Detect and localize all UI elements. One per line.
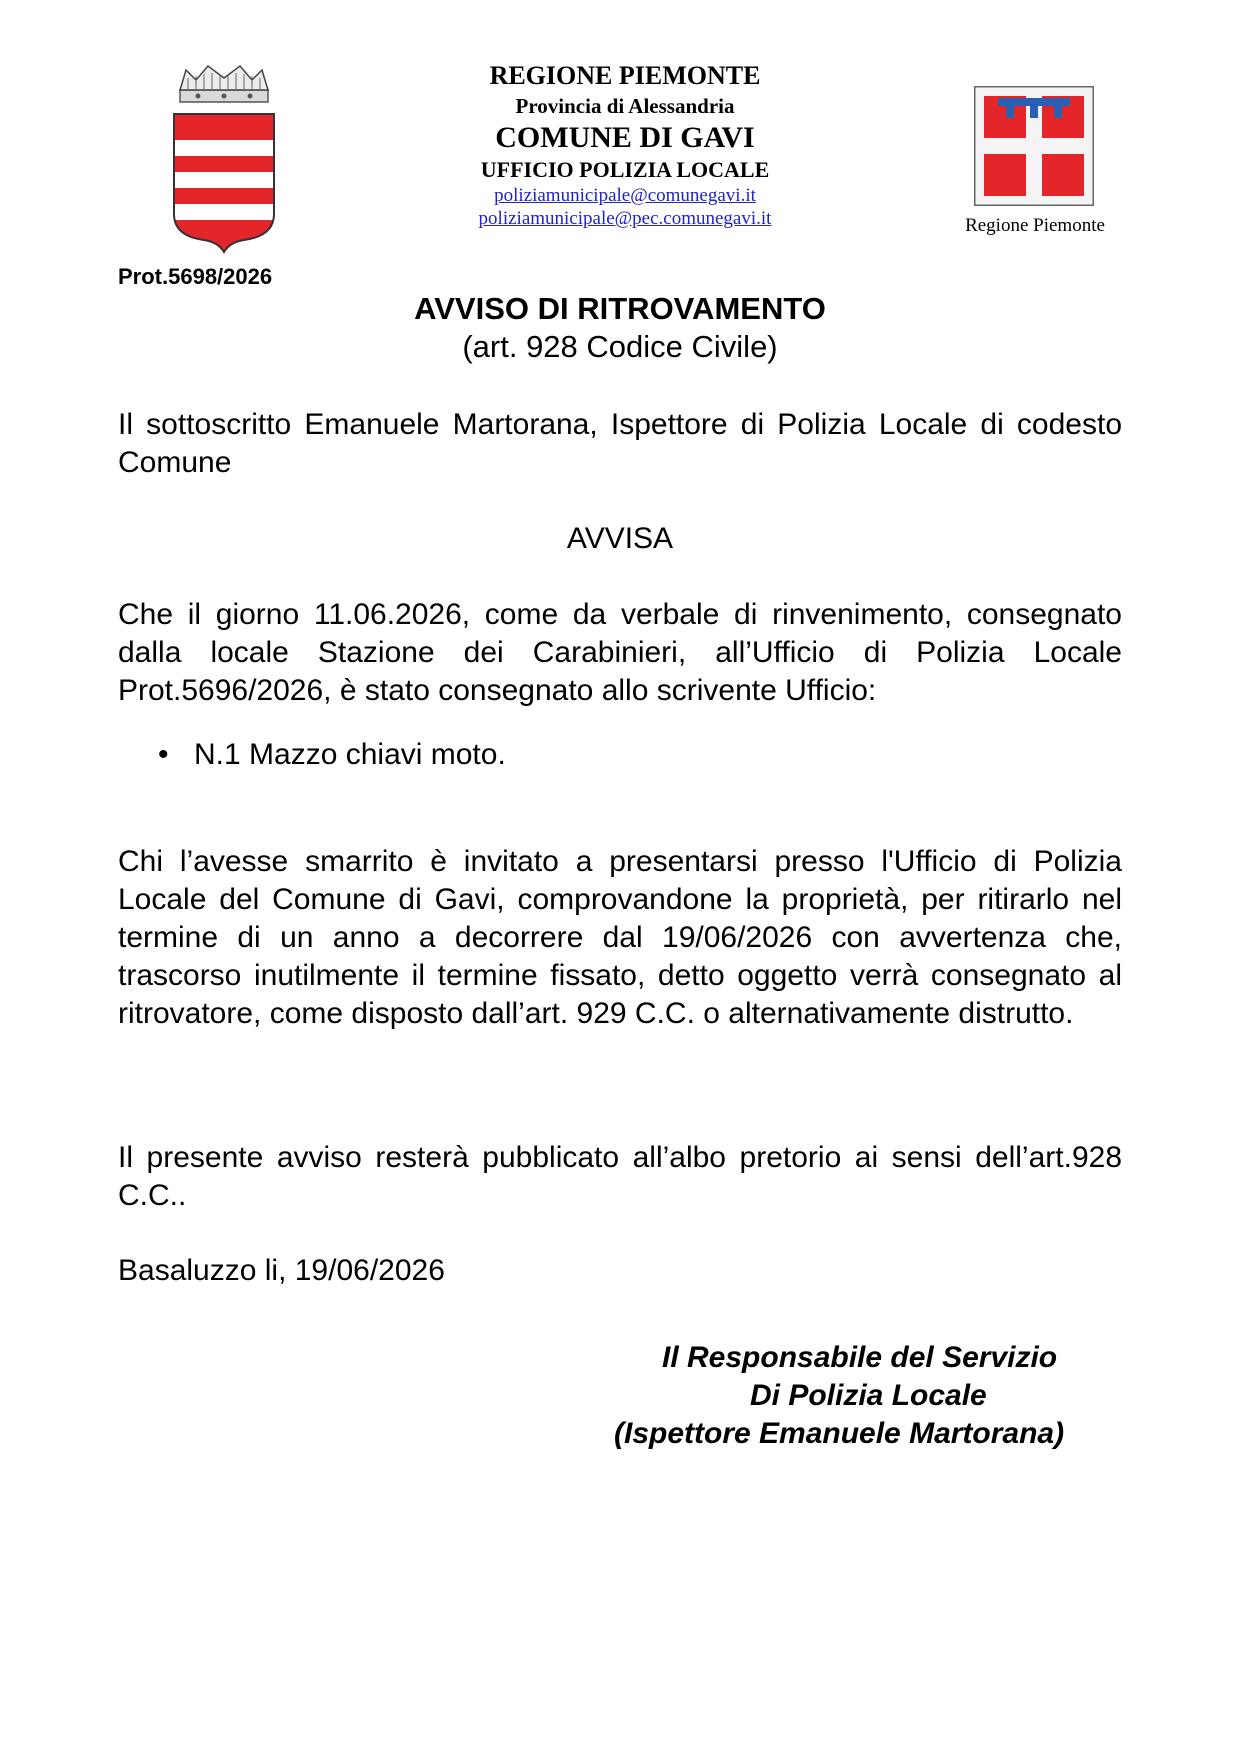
- publication-paragraph: Il presente avviso resterà pubblicato all’albo pretorio ai sensi dell’art.928 C.C..: [118, 1141, 1122, 1212]
- letterhead: [420, 60, 830, 230]
- claim-paragraph: Chi l’avesse smarrito è invitato a presentarsi presso l'Ufficio di Polizia Locale del Comune di Gavi, comprovandone la proprietà, per ritirarlo nel termine di un anno a decorrere dal 19/06/2026 con avvertenza che, trascorso inutilmente il termine fissato, detto oggetto verrà consegnato al ritrovatore, come disposto dall’art. 929 C.C. o alternativamente distrutto.: [118, 845, 1122, 1030]
- signature-block: [600, 1339, 1130, 1453]
- piemonte-flag-icon: [974, 86, 1094, 206]
- avvisa-heading: AVVISA: [566, 522, 674, 555]
- signature-line-2: Di Polizia Locale: [750, 1379, 987, 1412]
- pec-email-link[interactable]: poliziamunicipale@pec.comunegavi.it: [478, 208, 772, 229]
- found-paragraph: Che il giorno 11.06.2026, come da verbale di rinvenimento, consegnato dalla locale Stazione dei Carabinieri, all’Ufficio di Polizia Locale Prot.5696/2026, è stato consegnato allo scrivente Ufficio:: [118, 598, 1122, 707]
- notice-subtitle: (art. 928 Codice Civile): [462, 329, 778, 364]
- gavi-coat-of-arms-icon: [168, 64, 280, 254]
- email-link[interactable]: poliziamunicipale@comunegavi.it: [494, 185, 756, 206]
- signature-line-3: (Ispettore Emanuele Martorana): [614, 1417, 1065, 1450]
- intro-paragraph: Il sottoscritto Emanuele Martorana, Ispettore di Polizia Locale di codesto Comune: [118, 408, 1122, 479]
- found-item-text: N.1 Mazzo chiavi moto.: [194, 738, 506, 771]
- bullet-icon: •: [158, 738, 169, 771]
- office-name: UFFICIO POLIZIA LOCALE: [480, 157, 770, 182]
- region-name: REGIONE PIEMONTE: [489, 61, 761, 90]
- signature-line-1: Il Responsabile del Servizio: [662, 1341, 1058, 1374]
- notice-heading: AVVISO DI RITROVAMENTO: [414, 291, 826, 326]
- found-item: [158, 736, 506, 774]
- notice-title: [118, 290, 1122, 366]
- province-name: Provincia di Alessandria: [515, 94, 735, 118]
- place-date: Basaluzzo li, 19/06/2026: [118, 1254, 445, 1287]
- comune-name: COMUNE DI GAVI: [495, 121, 755, 154]
- flag-caption: Regione Piemonte: [965, 215, 1105, 236]
- protocol-number: Prot.5698/2026: [118, 264, 273, 289]
